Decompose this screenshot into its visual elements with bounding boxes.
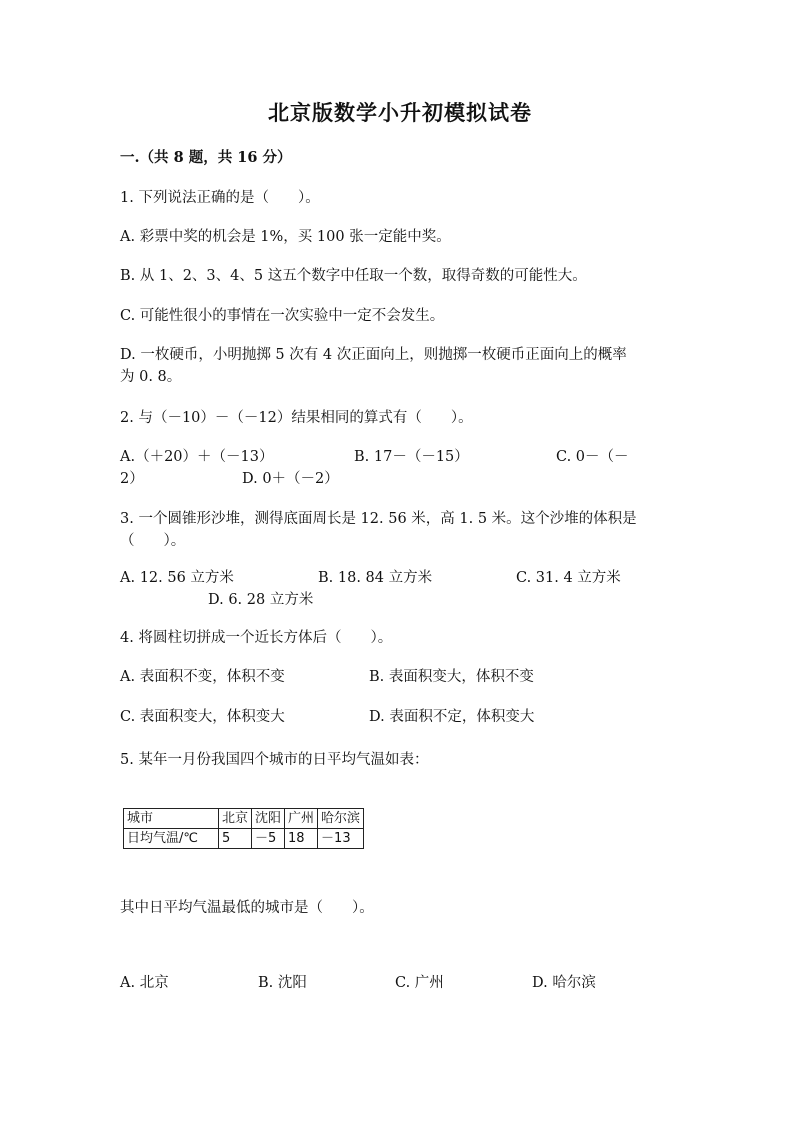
question-2-option-b: B. 17－（－15） <box>354 449 469 465</box>
table-cell: 5 <box>219 829 252 849</box>
page-title: 北京版数学小升初模拟试卷 <box>268 100 532 125</box>
question-1-option-d: D. 一枚硬币，小明抛掷 5 次有 4 次正面向上，则抛掷一枚硬币正面向上的概率 <box>120 347 627 363</box>
table-header-cell: 沈阳 <box>252 809 285 829</box>
question-2-option-d: D. 0＋（－2） <box>242 471 339 487</box>
question-4-option-a: A. 表面积不变，体积不变 <box>120 669 285 685</box>
question-5-option-a: A. 北京 <box>120 975 169 991</box>
question-3-option-c: C. 31. 4 立方米 <box>516 570 621 586</box>
question-1-option-b: B. 从 1、2、3、4、5 这五个数字中任取一个数，取得奇数的可能性大。 <box>120 268 587 284</box>
temperature-table <box>123 808 364 849</box>
question-2-stem: 2. 与（－10）－（－12）结果相同的算式有（ ）。 <box>120 410 473 426</box>
table-cell: 18 <box>285 829 318 849</box>
question-4-option-c: C. 表面积变大，体积变大 <box>120 709 285 725</box>
question-5-option-c: C. 广州 <box>395 975 444 991</box>
question-5-question: 其中日平均气温最低的城市是（ ）。 <box>120 900 374 916</box>
question-1-option-a: A. 彩票中奖的机会是 1%，买 100 张一定能中奖。 <box>120 229 451 245</box>
table-cell: －13 <box>318 829 364 849</box>
question-3-option-b: B. 18. 84 立方米 <box>318 570 433 586</box>
question-3-stem-cont: （ ）。 <box>120 533 186 549</box>
table-row <box>124 829 364 849</box>
question-5-option-d: D. 哈尔滨 <box>532 975 596 991</box>
question-3-stem: 3. 一个圆锥形沙堆，测得底面周长是 12. 56 米，高 1. 5 米。这个沙堆的体积是 <box>120 511 637 527</box>
question-4-option-d: D. 表面积不定，体积变大 <box>369 709 535 725</box>
question-2-option-c-cont: 2） <box>120 471 144 487</box>
question-2-option-a: A.（＋20）＋（－13） <box>120 449 274 465</box>
question-5-stem: 5. 某年一月份我国四个城市的日平均气温如表： <box>120 752 429 768</box>
table-cell: 日均气温/℃ <box>124 829 219 849</box>
question-1-option-c: C. 可能性很小的事情在一次实验中一定不会发生。 <box>120 308 445 324</box>
table-header-cell: 北京 <box>219 809 252 829</box>
question-4-stem: 4. 将圆柱切拼成一个近长方体后（ ）。 <box>120 630 393 646</box>
question-1-option-d-cont: 为 0. 8。 <box>120 369 182 385</box>
table-header-cell: 广州 <box>285 809 318 829</box>
question-4-option-b: B. 表面积变大，体积不变 <box>369 669 534 685</box>
table-cell: －5 <box>252 829 285 849</box>
question-5-option-b: B. 沈阳 <box>258 975 307 991</box>
table-header-cell: 城市 <box>124 809 219 829</box>
table-row <box>124 809 364 829</box>
section-heading: 一.（共 8 题，共 16 分） <box>120 149 292 166</box>
question-3-option-d: D. 6. 28 立方米 <box>208 592 314 608</box>
question-3-option-a: A. 12. 56 立方米 <box>120 570 234 586</box>
question-2-option-c: C. 0－（－ <box>556 449 629 465</box>
question-1-stem: 1. 下列说法正确的是（ ）。 <box>120 190 320 206</box>
table-header-cell: 哈尔滨 <box>318 809 364 829</box>
